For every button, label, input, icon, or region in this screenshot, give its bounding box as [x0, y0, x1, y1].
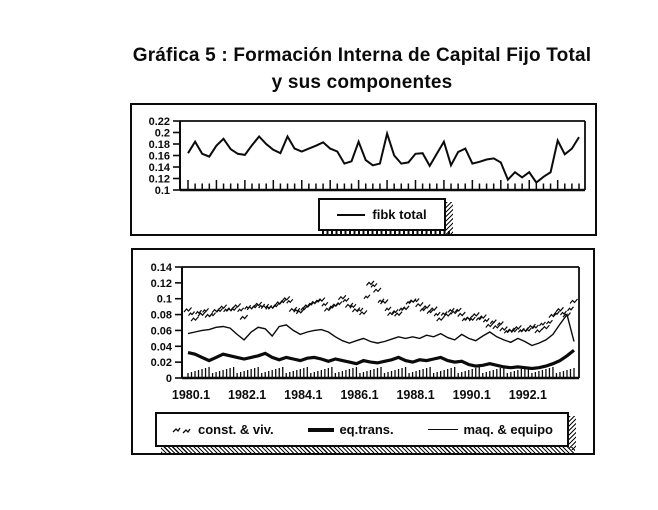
y-tick-label: 0.1 [154, 185, 170, 197]
squiggle-mark [479, 315, 487, 320]
componentes-legend [155, 412, 569, 447]
y-tick-label: 0.04 [150, 341, 172, 354]
squiggle-mark [191, 317, 199, 322]
squiggle-mark [455, 308, 461, 312]
figure-title [66, 42, 658, 96]
squiggle-mark [430, 307, 438, 312]
y-tick-label: 0.12 [150, 277, 172, 290]
squiggle-mark [184, 307, 192, 312]
squiggle-mark [233, 304, 241, 309]
y-tick-label: 0.08 [150, 309, 172, 322]
squiggle-mark [287, 299, 293, 303]
squiggle-mark [238, 308, 244, 312]
squiggle-mark [189, 312, 195, 316]
y-tick-label: 0.2 [154, 127, 170, 140]
squiggle-mark [444, 312, 452, 317]
squiggle-mark [539, 322, 545, 326]
x-tick-label: 1988.1 [396, 388, 435, 402]
squiggle-mark [322, 302, 328, 306]
legend-shadow-right [569, 416, 576, 450]
squiggle-marker-icon [171, 424, 193, 436]
y-tick-label: 0.14 [150, 262, 172, 274]
series-fibk-total [188, 134, 579, 183]
x-tick-label: 1982.1 [228, 388, 267, 402]
x-tick-label: 1980.1 [171, 388, 211, 402]
y-tick-label: 0.12 [148, 173, 170, 186]
series-eq-trans- [188, 350, 574, 368]
squiggle-mark [343, 298, 349, 302]
legend-label-const-viv: const. & viv. [198, 422, 274, 437]
squiggle-mark [416, 302, 424, 307]
squiggle-mark [317, 298, 325, 303]
squiggle-mark [472, 312, 480, 317]
squiggle-mark [324, 307, 332, 312]
squiggle-mark [556, 307, 564, 312]
legend-label-eq-trans: eq.trans. [339, 422, 394, 437]
figure-title-line2: y sus componentes [271, 72, 453, 93]
squiggle-mark [546, 320, 552, 324]
squiggle-mark [373, 288, 381, 293]
squiggle-mark [434, 312, 440, 316]
legend-item-maq-equipo [428, 422, 553, 437]
squiggle-mark [493, 324, 501, 329]
x-tick-label: 1990.1 [452, 388, 491, 402]
fibk-total-legend-label: fibk total [372, 207, 427, 222]
y-tick-label: 0 [165, 373, 172, 385]
squiggle-mark [535, 329, 543, 334]
x-tick-label: 1984.1 [284, 388, 323, 402]
squiggle-mark [336, 301, 342, 305]
squiggle-mark [381, 300, 389, 305]
squiggle-mark [423, 305, 431, 310]
legend-shadow-right [446, 202, 453, 234]
legend-item-const-viv [171, 422, 274, 437]
legend-label-maq-equipo: maq. & equipo [463, 422, 553, 437]
x-tick-label: 1986.1 [340, 388, 379, 402]
fibk-total-legend [318, 198, 446, 231]
squiggle-mark [437, 317, 445, 322]
legend-shadow-bottom [322, 231, 452, 234]
squiggle-mark [542, 325, 550, 330]
y-tick-label: 0.1 [156, 293, 172, 306]
thin-line-marker-icon [428, 429, 458, 430]
y-tick-label: 0.14 [148, 162, 170, 174]
legend-item-eq-trans [308, 422, 393, 437]
legend-shadow-bottom [161, 447, 575, 453]
squiggle-mark [296, 309, 304, 314]
squiggle-mark [486, 323, 494, 328]
y-tick-label: 0.22 [148, 116, 170, 128]
squiggle-mark [570, 299, 578, 304]
squiggle-mark [532, 325, 538, 329]
squiggle-mark [567, 307, 573, 311]
series-const-viv- [184, 281, 578, 333]
squiggle-mark [483, 318, 489, 322]
squiggle-mark [240, 315, 248, 320]
squiggle-mark [364, 295, 370, 299]
y-tick-label: 0.18 [148, 139, 170, 151]
y-tick-label: 0.06 [150, 325, 172, 338]
squiggle-mark [458, 312, 466, 317]
figure-title-line1: Gráfica 5 : Formación Interna de Capital Fijo Total [132, 45, 592, 66]
squiggle-mark [402, 306, 410, 311]
thick-line-marker-icon [308, 428, 334, 432]
y-tick-label: 0.02 [150, 357, 172, 370]
y-tick-label: 0.16 [148, 150, 170, 163]
fibk-total-line-sample-icon [337, 214, 365, 216]
squiggle-mark [385, 307, 391, 311]
x-tick-label: 1992.1 [508, 388, 547, 402]
